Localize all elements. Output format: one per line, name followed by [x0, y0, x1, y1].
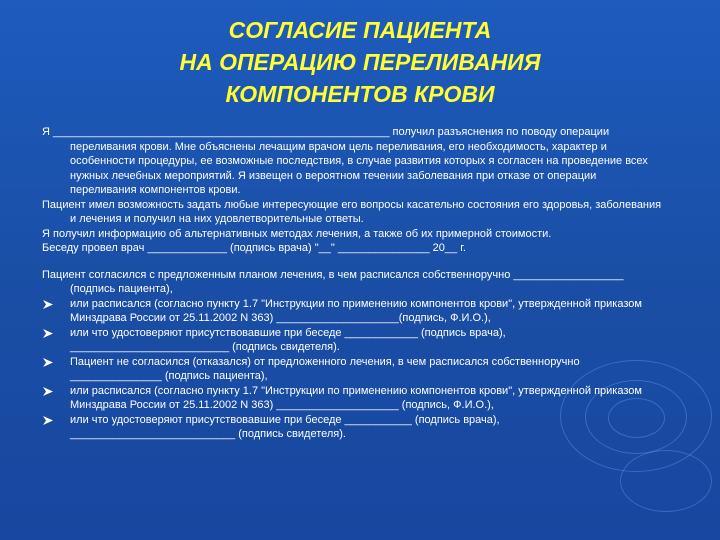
- title-line-1: СОГЛАСИЕ ПАЦИЕНТА: [228, 17, 492, 43]
- paragraph-alternatives: Я получил информацию об альтернативных методах лечения, а также об их примерной стоимости.: [42, 227, 552, 240]
- list-item: [42, 413, 662, 442]
- paragraph-patient-agreed: Пациент согласился с предложенным планом лечения, в чем расписался собственноручно __________________ (подпись пациента),: [42, 268, 624, 295]
- title-line-3: КОМПОНЕНТОВ КРОВИ: [225, 81, 495, 107]
- arrowhead-bullet-icon: [42, 415, 54, 426]
- list-item: [42, 297, 662, 326]
- arrowhead-bullet-icon: [42, 357, 54, 368]
- bullet-text: или что удостоверяют присутствовавшие при беседе ___________ (подпись врача), ___________________________ (подпись свидетеля).: [70, 413, 500, 440]
- consent-text: [42, 125, 662, 442]
- list-item: [42, 384, 662, 413]
- arrowhead-bullet-icon: [42, 386, 54, 397]
- paragraph-questions: Пациент имел возможность задать любые интересующие его вопросы касательно состояния его здоровья, заболевания и лечения и получил на них удовлетворительные ответы.: [42, 198, 662, 225]
- list-item: [42, 355, 662, 384]
- arrowhead-bullet-icon: [42, 328, 54, 339]
- bullet-text: Пациент не согласился (отказался) от предложенного лечения, в чем расписался собственноручно _______________ (подпись пациента),: [70, 355, 580, 382]
- bullet-text: или расписался (согласно пункту 1.7 "Инструкции по применению компонентов крови", утвержденной приказом Минздрава России от 25.11.2002 N 363) ____________________(подпись, Ф.И.О.),: [70, 297, 642, 324]
- paragraph-explanation: Я _______________________________________________________ получил разъяснения по поводу операции переливания крови. Мне объяснены лечащим врачом цель переливания, его необходимость, характер и особенности процедуры, ее возможные последствия, в случае развития которых я согласен на проведение всех нужных лечебных мероприятий. Я извещен о вероятном течении заболевания при отказе от операции переливания компонентов крови.: [42, 126, 648, 196]
- arrowhead-bullet-icon: [42, 299, 54, 310]
- title-line-2: НА ОПЕРАЦИЮ ПЕРЕЛИВАНИЯ: [179, 49, 541, 75]
- page-title: [0, 14, 720, 110]
- list-item: [42, 326, 662, 355]
- bullet-text: или что удостоверяют присутствовавшие при беседе ____________ (подпись врача), __________________________ (подпись свидетеля).: [70, 326, 506, 353]
- bullet-text: или расписался (согласно пункту 1.7 "Инструкции по применению компонентов крови", утвержденной приказом Минздрава России от 25.11.2002 N 363) ____________________ (подпись, Ф.И.О.),: [70, 384, 642, 411]
- paragraph-doctor-signature: Беседу провел врач _____________ (подпись врача) "__" _______________ 20__ г.: [42, 242, 466, 254]
